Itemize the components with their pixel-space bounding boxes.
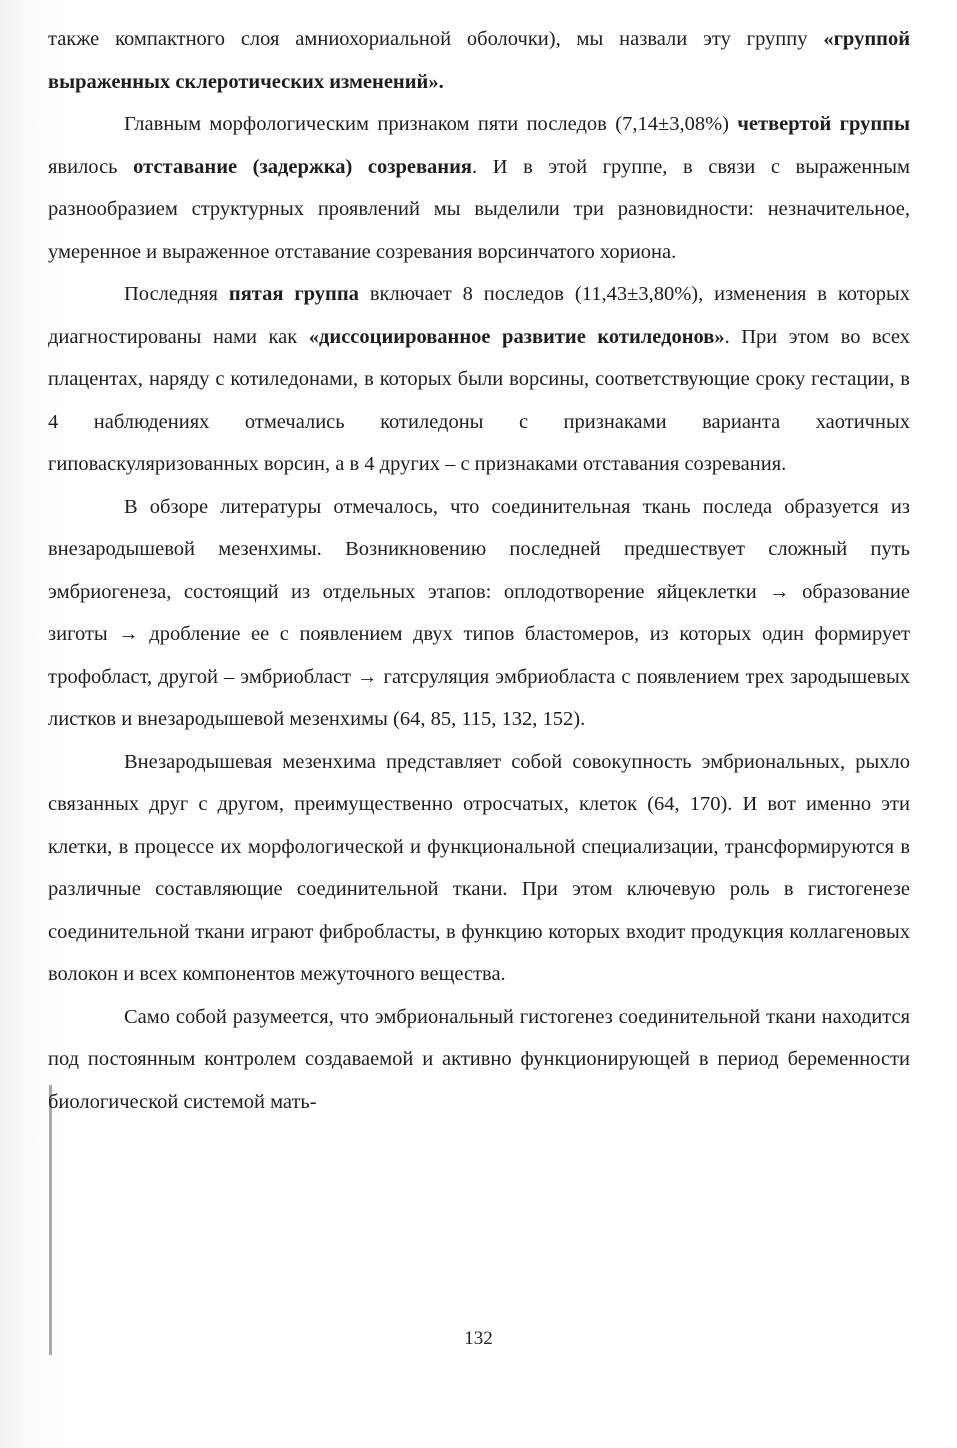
- binding-edge-line: [49, 1085, 52, 1355]
- text-run: включает 8 последов (11,43±3,80%), изменения в которых диагностированы нами как: [48, 283, 910, 348]
- bold-text-run: пятая группа: [228, 283, 359, 305]
- text-run: . При этом во всех плацентах, наряду с котиледонами, в которых были ворсины, соответствующие сроку гестации, в 4 наблюдениях отмечались котиледоны с признаками варианта хаотичных гиповаскуляризованных ворсин, а в 4 других – с признаками отставания созревания.: [48, 325, 910, 475]
- text-run: также компактного слоя амниохориальной оболочки), мы назвали эту группу: [48, 28, 824, 50]
- page-number: 132: [464, 1328, 493, 1349]
- text-run: явилось: [48, 155, 134, 178]
- text-run: Внезародышевая мезенхима представляет собой совокупность эмбриональных, рыхло связанных друг с другом, преимущественно отросчатых, клеток (64, 170). И вот именно эти клетки, в процессе их морфологической и функциональной специализации, трансформируются в различные составляющие соединительной ткани. При этом ключевую роль в гистогенезе соединительной ткани играют фибробласты, в функцию которых входит продукция коллагеновых волокон и всех компонентов межуточного вещества.: [48, 750, 910, 985]
- bold-text-run: четвертой группы: [737, 113, 910, 135]
- text-run: В обзоре литературы отмечалось, что соединительная ткань последа образуется из внезародышевой мезенхимы. Возникновению последней предшествует сложный путь эмбриогенеза, состоящий из отдельных этапов: оплодотворение яйцеклетки → образование зиготы → дробление ее с появлением двух типов бластомеров, из которых один формирует трофобласт, другой – эмбриобласт → гатсруляция эмбриобласта с появлением трех зародышевых листков и внезародышевой мезенхимы (64, 85, 115, 132, 152).: [48, 495, 910, 730]
- text-run: Главным морфологическим признаком пяти последов (7,14±3,08%): [124, 113, 738, 135]
- page-body: [48, 18, 910, 1123]
- text-run: Само собой разумеется, что эмбриональный гистогенез соединительной ткани находится под постоянным контролем создаваемой и активно функционирующей в период беременности биологической системой мать-: [48, 1005, 910, 1113]
- bold-text-run: «диссоциированное развитие котиледонов»: [308, 325, 725, 348]
- paragraph-4: [48, 486, 910, 741]
- bold-text-run: «группой выраженных склеротических изменений».: [48, 28, 910, 93]
- paragraph-3: [48, 273, 910, 486]
- bold-text-run: отставание (задержка) созревания: [133, 155, 473, 178]
- paragraph-2: [48, 103, 910, 273]
- paragraph-6: [48, 996, 910, 1124]
- paragraph-1: [48, 18, 910, 103]
- text-run: Последняя: [124, 283, 229, 305]
- paragraph-5: [48, 741, 910, 996]
- text-run: . И в этой группе, в связи с выраженным разнообразием структурных проявлений мы выделили три разновидности: незначительное, умеренное и выраженное отставание созревания ворсинчатого хориона.: [48, 155, 910, 263]
